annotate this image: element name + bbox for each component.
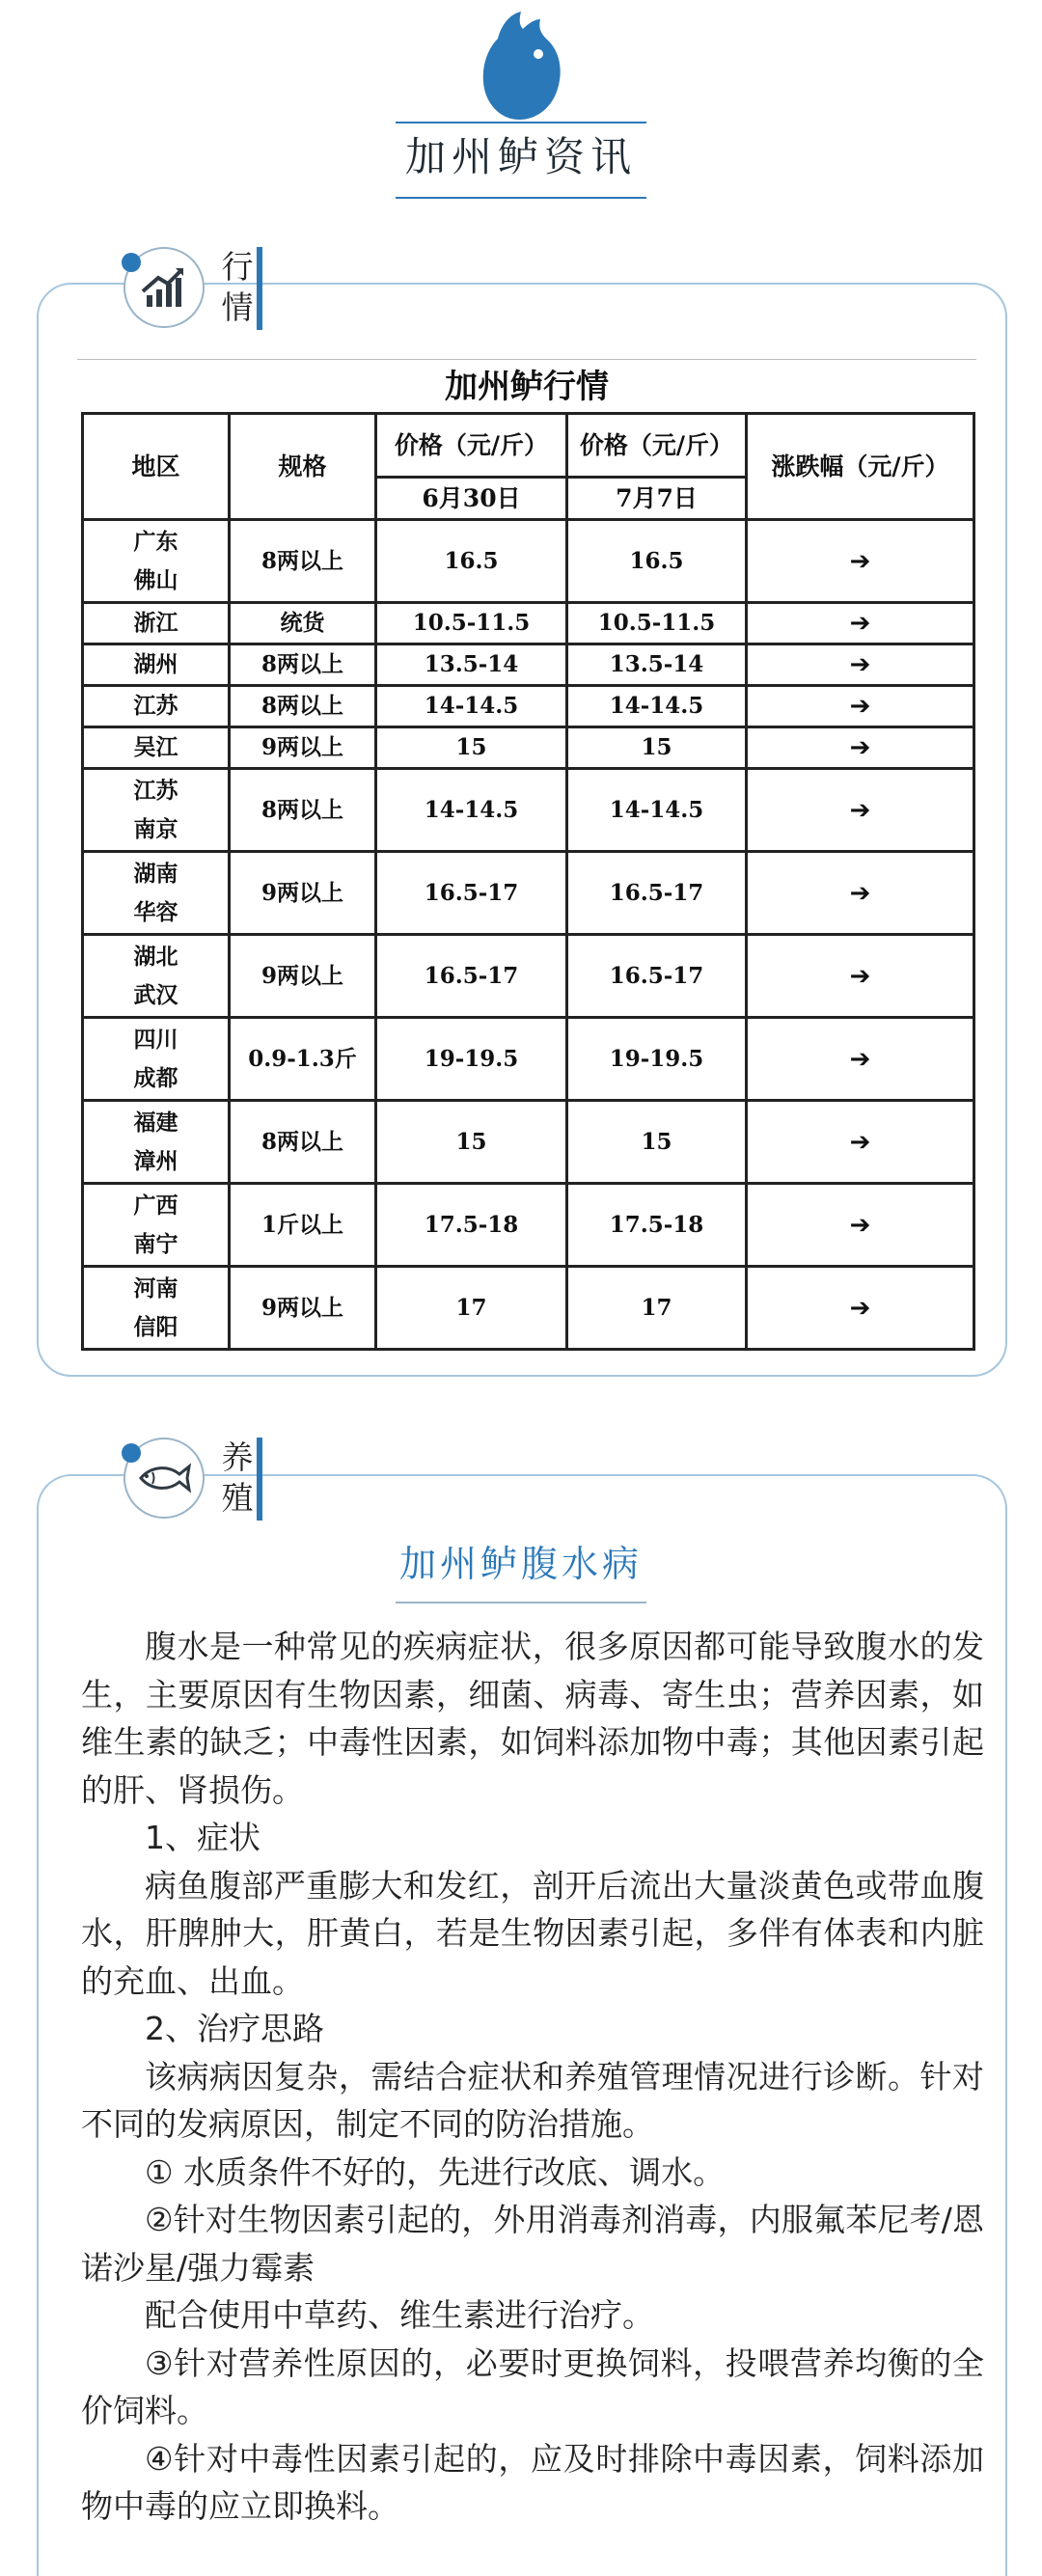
cell-spec: 1斤以上 — [230, 1184, 376, 1267]
farming-label-2: 殖 — [221, 1479, 254, 1517]
header-change: 涨跌幅（元/斤） — [747, 414, 974, 520]
price-table — [81, 412, 975, 1351]
cell-change: ➔ — [747, 1101, 974, 1184]
cell-region: 广西 南宁 — [83, 1184, 230, 1267]
fish-logo-icon — [471, 6, 571, 123]
cell-price-2: 14-14.5 — [567, 686, 747, 727]
cell-price-1: 15 — [376, 727, 567, 769]
market-label-1: 行 — [221, 248, 254, 286]
cell-price-1: 19-19.5 — [376, 1018, 567, 1101]
cell-price-2: 15 — [567, 1101, 747, 1184]
cell-spec: 8两以上 — [230, 644, 376, 686]
cell-price-2: 19-19.5 — [567, 1018, 747, 1101]
cell-region: 湖州 — [83, 644, 230, 686]
article-heading: 2、治疗思路 — [145, 2010, 324, 2047]
price-table-container — [77, 359, 976, 1340]
cell-change: ➔ — [747, 727, 974, 769]
article-paragraph: ③针对营养性原因的，必要时更换饲料，投喂营养均衡的全价饲料。 — [81, 2343, 984, 2429]
header-region: 地区 — [83, 414, 230, 520]
cell-price-1: 16.5 — [376, 520, 567, 603]
market-section-bar — [257, 247, 262, 330]
table-row — [83, 935, 974, 1018]
table-row — [83, 1018, 974, 1101]
header-rule-top — [396, 122, 646, 123]
page-title: 加州鲈资讯 — [404, 133, 637, 180]
farming-section-label — [218, 1438, 257, 1519]
cell-price-2: 13.5-14 — [567, 644, 747, 686]
article-body — [81, 1623, 984, 2531]
cell-spec: 8两以上 — [230, 769, 376, 852]
cell-change: ➔ — [747, 686, 974, 727]
cell-price-2: 16.5 — [567, 520, 747, 603]
cell-change: ➔ — [747, 1184, 974, 1267]
cell-price-2: 16.5-17 — [567, 852, 747, 935]
article-paragraph: 配合使用中草药、维生素进行治疗。 — [145, 2296, 654, 2334]
cell-region: 湖北 武汉 — [83, 935, 230, 1018]
cell-spec: 8两以上 — [230, 520, 376, 603]
cell-change: ➔ — [747, 1018, 974, 1101]
cell-spec: 统货 — [230, 603, 376, 644]
table-title: 加州鲈行情 — [445, 368, 609, 406]
cell-spec: 8两以上 — [230, 1101, 376, 1184]
cell-price-2: 17.5-18 — [567, 1184, 747, 1267]
cell-change: ➔ — [747, 852, 974, 935]
article-paragraph: 该病病因复杂，需结合症状和养殖管理情况进行诊断。针对不同的发病原因，制定不同的防治措施。 — [81, 2057, 984, 2143]
cell-change: ➔ — [747, 1267, 974, 1350]
article-paragraph: ① 水质条件不好的，先进行改底、调水。 — [145, 2152, 726, 2191]
market-label-2: 情 — [221, 288, 254, 326]
farming-section-dot — [122, 1443, 141, 1463]
table-row — [83, 644, 974, 686]
header-price-2: 价格（元/斤） — [567, 414, 747, 478]
cell-change: ➔ — [747, 935, 974, 1018]
cell-region: 浙江 — [83, 603, 230, 644]
cell-region: 四川 成都 — [83, 1018, 230, 1101]
table-row — [83, 520, 974, 603]
cell-region: 广东 佛山 — [83, 520, 230, 603]
page-header — [0, 0, 1042, 207]
cell-spec: 9两以上 — [230, 1267, 376, 1350]
table-row — [83, 727, 974, 769]
table-row — [83, 686, 974, 727]
table-row — [83, 1267, 974, 1350]
cell-region: 江苏 — [83, 686, 230, 727]
market-section-dot — [122, 253, 141, 272]
cell-price-2: 14-14.5 — [567, 769, 747, 852]
cell-price-1: 15 — [376, 1101, 567, 1184]
cell-spec: 0.9-1.3斤 — [230, 1018, 376, 1101]
cell-price-2: 15 — [567, 727, 747, 769]
cell-change: ➔ — [747, 644, 974, 686]
table-row — [83, 1184, 974, 1267]
article-paragraph: 腹水是一种常见的疾病症状，很多原因都可能导致腹水的发生，主要原因有生物因素，细菌、病毒、寄生虫；营养因素，如维生素的缺乏；中毒性因素，如饲料添加物中毒；其他因素引起的肝、肾损伤。 — [81, 1628, 984, 1809]
cell-price-2: 10.5-11.5 — [567, 603, 747, 644]
cell-price-1: 17 — [376, 1267, 567, 1350]
cell-price-2: 17 — [567, 1267, 747, 1350]
cell-price-2: 16.5-17 — [567, 935, 747, 1018]
farming-section-bar — [257, 1438, 262, 1521]
table-row — [83, 603, 974, 644]
cell-spec: 9两以上 — [230, 727, 376, 769]
cell-change: ➔ — [747, 520, 974, 603]
cell-price-1: 16.5-17 — [376, 935, 567, 1018]
header-date-2: 7月7日 — [567, 478, 747, 520]
article-paragraph: 病鱼腹部严重膨大和发红，剖开后流出大量淡黄色或带血腹水，肝脾肿大，肝黄白，若是生物因素引起，多伴有体表和内脏的充血、出血。 — [81, 1866, 984, 2000]
cell-spec: 9两以上 — [230, 852, 376, 935]
cell-region: 福建 漳州 — [83, 1101, 230, 1184]
cell-region: 河南 信阳 — [83, 1267, 230, 1350]
header-rule-bottom — [396, 197, 646, 199]
table-row — [83, 769, 974, 852]
cell-price-1: 16.5-17 — [376, 852, 567, 935]
farming-label-1: 养 — [221, 1439, 254, 1476]
table-row — [83, 1101, 974, 1184]
cell-region: 江苏 南京 — [83, 769, 230, 852]
cell-price-1: 13.5-14 — [376, 644, 567, 686]
article-paragraph: ④针对中毒性因素引起的，应及时排除中毒因素，饲料添加物中毒的应立即换料。 — [81, 2439, 984, 2525]
cell-change: ➔ — [747, 769, 974, 852]
article-heading: 1、症状 — [145, 1819, 260, 1856]
cell-price-1: 14-14.5 — [376, 769, 567, 852]
cell-price-1: 14-14.5 — [376, 686, 567, 727]
cell-spec: 8两以上 — [230, 686, 376, 727]
header-price-1: 价格（元/斤） — [376, 414, 567, 478]
cell-spec: 9两以上 — [230, 935, 376, 1018]
article-title: 加州鲈腹水病 — [398, 1543, 643, 1585]
table-row — [83, 852, 974, 935]
header-date-1: 6月30日 — [376, 478, 567, 520]
article-title-rule — [396, 1602, 646, 1603]
cell-price-1: 10.5-11.5 — [376, 603, 567, 644]
cell-region: 吴江 — [83, 727, 230, 769]
header-spec: 规格 — [230, 414, 376, 520]
market-section-label — [218, 247, 257, 328]
cell-change: ➔ — [747, 603, 974, 644]
cell-price-1: 17.5-18 — [376, 1184, 567, 1267]
article-paragraph: ②针对生物因素引起的，外用消毒剂消毒，内服氟苯尼考/恩诺沙星/强力霉素 — [81, 2201, 984, 2287]
cell-region: 湖南 华容 — [83, 852, 230, 935]
